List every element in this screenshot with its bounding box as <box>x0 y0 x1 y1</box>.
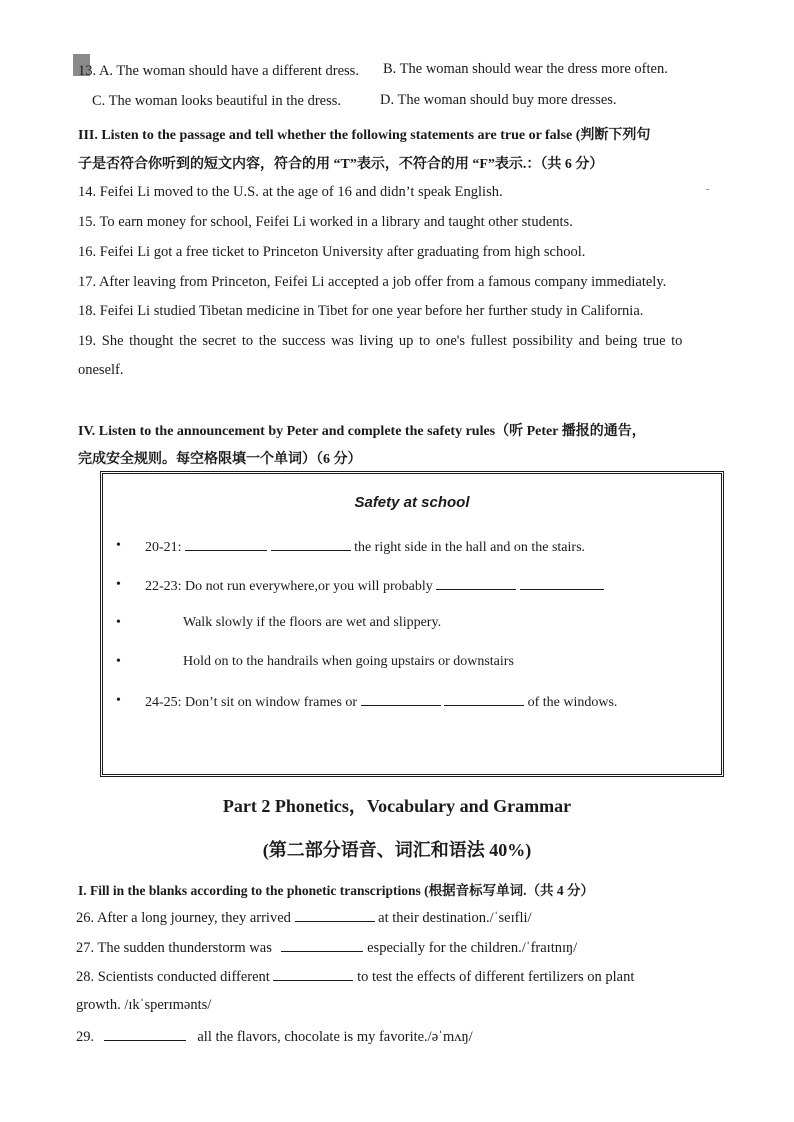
blank-29[interactable] <box>104 1028 186 1041</box>
section3-heading-line2: 子是否符合你听到的短文内容，符合的用 “T”表示，不符合的用 “F”表示.：（共 6 分） <box>78 157 604 172</box>
part2-title: Part 2 Phonetics，Vocabulary and Grammar <box>222 796 572 816</box>
statement-15: 15. To earn money for school, Feifei Li worked in a library and taught other students. <box>78 214 573 230</box>
bullet-icon: • <box>116 693 121 708</box>
rule-walk-slowly: Walk slowly if the floors are wet and slippery. <box>183 615 442 630</box>
q29-suffix: all the flavors, chocolate is my favorite./əˈmʌŋ/ <box>197 1029 473 1045</box>
rule-22-23 <box>145 577 604 595</box>
section4-heading-line2: 完成安全规则。每空格限填一个单词）（6 分） <box>78 452 362 467</box>
blank-24[interactable] <box>361 693 441 706</box>
question-26 <box>76 909 532 927</box>
statement-19: 19. She thought the secret to the success was living up to one's fullest possibility and being true to <box>78 333 683 349</box>
q13-option-a: 13. A. The woman should have a different dress. <box>78 63 359 79</box>
blank-28[interactable] <box>273 968 353 981</box>
blank-21[interactable] <box>271 538 351 551</box>
blank-22[interactable] <box>436 577 516 590</box>
blank-25[interactable] <box>444 693 524 706</box>
part2-subtitle: (第二部分语音、词汇和语法 40%) <box>262 840 532 860</box>
question-28 <box>76 968 634 986</box>
blank-20[interactable] <box>185 538 267 551</box>
bullet-icon: • <box>116 577 121 592</box>
q27-prefix: 27. The sudden thunderstorm was <box>76 940 272 956</box>
q28-prefix: 28. Scientists conducted different <box>76 969 270 985</box>
q13-option-b: B. The woman should wear the dress more often. <box>383 61 668 77</box>
question-29 <box>76 1028 473 1046</box>
question-28-continued: growth. /ɪkˈsperɪmənts/ <box>76 997 212 1013</box>
q27-suffix: especially for the children./ˈfraɪtnɪŋ/ <box>367 940 578 956</box>
safety-rules-box <box>100 471 724 777</box>
bullet-icon: • <box>116 654 121 669</box>
blank-26[interactable] <box>295 909 375 922</box>
scan-speck <box>706 189 709 190</box>
blank-23[interactable] <box>520 577 604 590</box>
bullet-icon: • <box>116 538 121 553</box>
section3-heading-line1: III. Listen to the passage and tell whether the following statements are true or false (判断下列句 <box>78 128 651 143</box>
rule-24-25-prefix: 24-25: Don’t sit on window frames or <box>145 695 358 710</box>
statement-17: 17. After leaving from Princeton, Feifei Li accepted a job offer from a famous company immediately. <box>78 274 667 290</box>
section-i-heading: I. Fill in the blanks according to the phonetic transcriptions (根据音标写单词.（共 4 分） <box>78 883 595 898</box>
q13-option-c: C. The woman looks beautiful in the dress. <box>92 93 342 109</box>
q26-suffix: at their destination./ˈseɪfli/ <box>378 910 532 926</box>
statement-18: 18. Feifei Li studied Tibetan medicine in Tibet for one year before her further study in California. <box>78 303 644 319</box>
q13-option-d: D. The woman should buy more dresses. <box>380 92 617 108</box>
statement-14: 14. Feifei Li moved to the U.S. at the age of 16 and didn’t speak English. <box>78 184 503 200</box>
section4-heading-line1: IV. Listen to the announcement by Peter and complete the safety rules（听 Peter 播报的通告， <box>78 424 646 439</box>
rule-20-21-prefix: 20-21: <box>145 540 182 555</box>
safety-box-title: Safety at school <box>354 494 470 511</box>
rule-24-25-suffix: of the windows. <box>527 695 618 710</box>
bullet-icon: • <box>116 615 121 630</box>
blank-27[interactable] <box>281 939 363 952</box>
rule-24-25 <box>145 693 617 711</box>
rule-handrails: Hold on to the handrails when going upstairs or downstairs <box>183 654 514 669</box>
statement-19-continued: oneself. <box>78 362 124 378</box>
question-27 <box>76 939 577 957</box>
rule-22-23-prefix: 22-23: Do not run everywhere,or you will probably <box>145 579 433 594</box>
q26-prefix: 26. After a long journey, they arrived <box>76 910 291 926</box>
q29-prefix: 29. <box>76 1029 95 1045</box>
statement-16: 16. Feifei Li got a free ticket to Princeton University after graduating from high school. <box>78 244 586 260</box>
rule-20-21-suffix: the right side in the hall and on the stairs. <box>354 540 586 555</box>
q28-suffix: to test the effects of different fertilizers on plant <box>357 969 635 985</box>
rule-20-21 <box>145 538 585 556</box>
